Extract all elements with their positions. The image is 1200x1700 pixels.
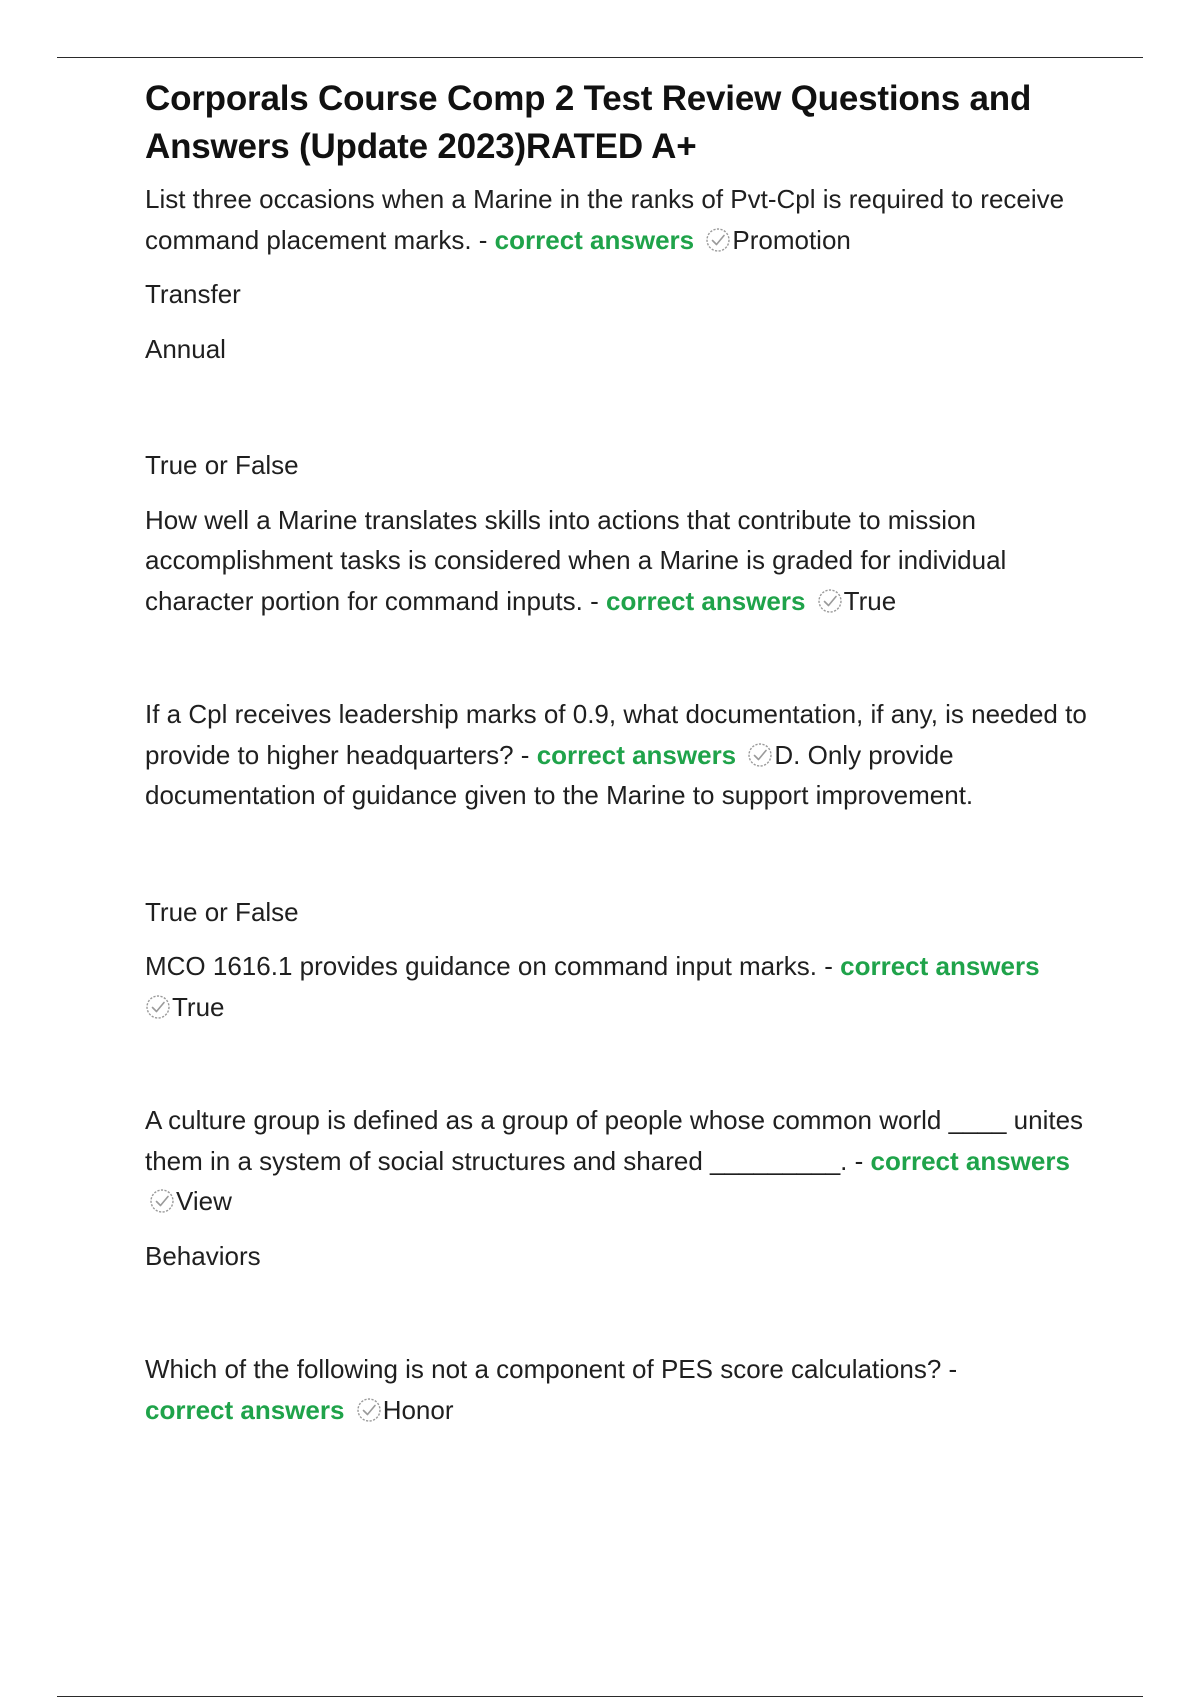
check-circle-icon xyxy=(149,1188,175,1214)
answer-text: Promotion xyxy=(732,224,851,255)
correct-answers-label: correct answers xyxy=(536,739,737,770)
correct-answers-label: correct answers xyxy=(605,585,806,616)
question-prefix: True or False xyxy=(145,450,299,480)
answer-extra: Transfer xyxy=(145,279,241,309)
answer-text: D. Only provide documentation of guidance given to the Marine to support improvement. xyxy=(145,739,974,810)
qa-item-3 xyxy=(145,946,1090,1027)
question-text: A culture group is defined as a group of people whose common world ____ unites them in a system of social structures and shared _________. - xyxy=(145,1105,1084,1176)
answer-extra: Annual xyxy=(145,333,226,364)
correct-answers-label: correct answers xyxy=(145,1394,345,1425)
question-text: MCO 1616.1 provides guidance on command input marks. - xyxy=(145,951,841,981)
answer-extra: Behaviors xyxy=(145,1240,261,1271)
answer-text: Honor xyxy=(382,1394,454,1425)
qa-item-2 xyxy=(145,694,1090,816)
correct-answers-label: correct answers xyxy=(494,224,695,255)
qa-item-0 xyxy=(145,179,1090,260)
check-circle-icon xyxy=(705,227,731,253)
answer-text: True xyxy=(843,585,897,616)
bottom-rule xyxy=(57,1696,1143,1697)
question-text: If a Cpl receives leadership marks of 0.9, what documentation, if any, is needed to provide to higher headquarters? - xyxy=(145,699,1087,770)
top-rule xyxy=(57,57,1143,58)
document-body xyxy=(145,75,1090,1430)
question-text: How well a Marine translates skills into actions that contribute to mission accomplishment tasks is considered when a Marine is graded for individual character portion for command inputs. - xyxy=(145,504,1007,616)
document-title: Corporals Course Comp 2 Test Review Questions and Answers (Update 2023)RATED A+ xyxy=(145,79,1032,166)
check-circle-icon xyxy=(145,994,171,1020)
answer-text: True xyxy=(172,991,225,1022)
qa-item-1 xyxy=(145,500,1090,622)
qa-item-4 xyxy=(145,1100,1090,1222)
question-text: Which of the following is not a component of PES score calculations? - xyxy=(145,1354,958,1384)
question-prefix: True or False xyxy=(145,896,299,927)
qa-item-5 xyxy=(145,1349,1090,1430)
check-circle-icon xyxy=(817,588,843,614)
answer-text: View xyxy=(176,1186,232,1216)
correct-answers-label: correct answers xyxy=(870,1145,1070,1176)
check-circle-icon xyxy=(356,1397,382,1423)
correct-answers-label: correct answers xyxy=(840,951,1040,981)
check-circle-icon xyxy=(747,742,773,768)
question-text: List three occasions when a Marine in the ranks of Pvt-Cpl is required to receive command placement marks. - xyxy=(145,184,1065,255)
